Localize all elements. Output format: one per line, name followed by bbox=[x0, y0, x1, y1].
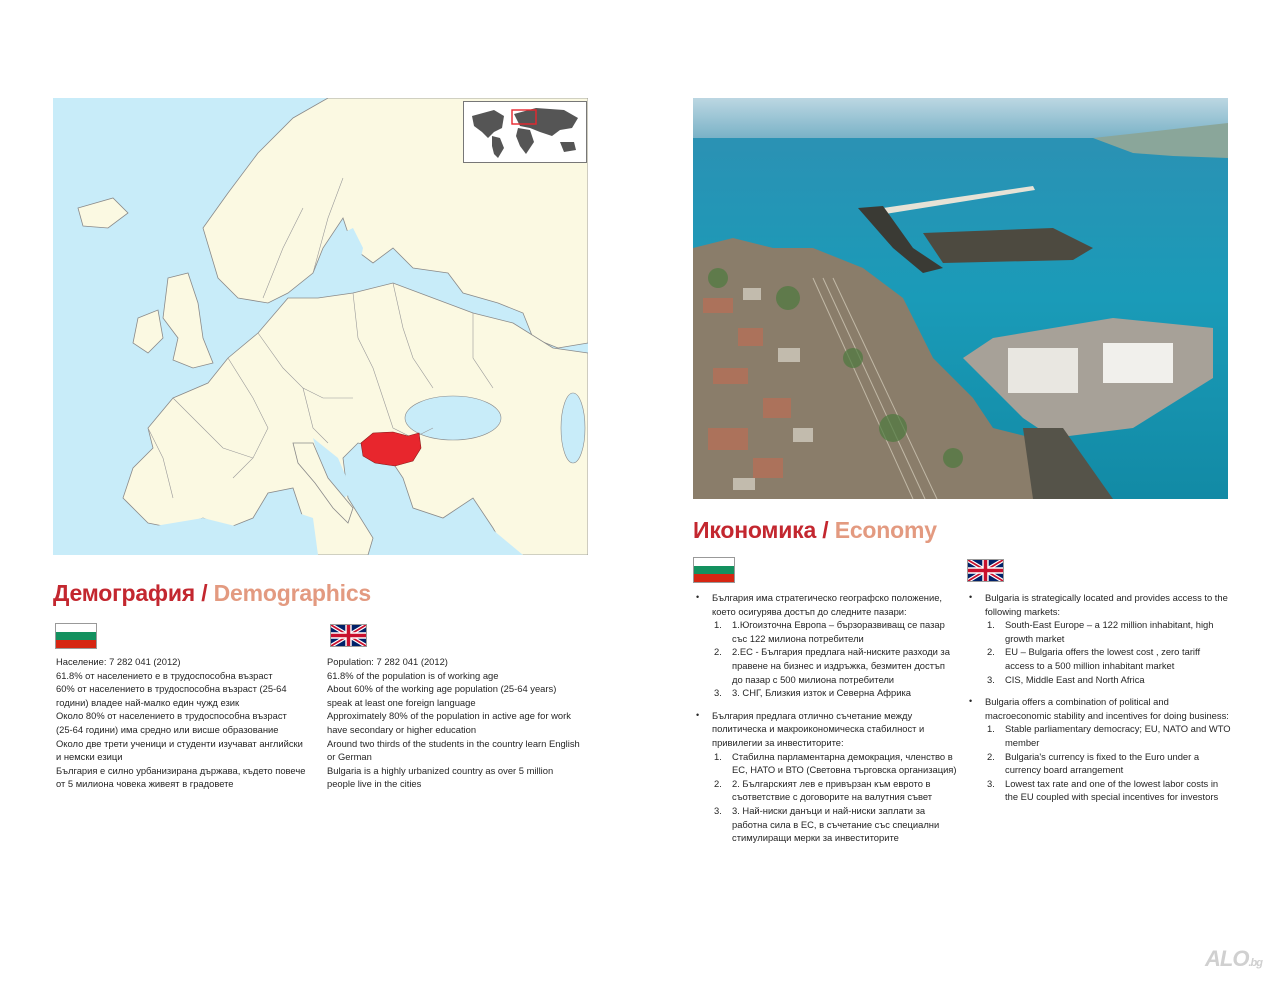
sub-item-number: 1. bbox=[987, 723, 995, 735]
demographics-en-line: Around two thirds of the students in the country learn English or German bbox=[327, 737, 580, 763]
bullet-text: • България има стратегическо географско положение, което осигурява достъп до следните пазари: bbox=[712, 592, 943, 617]
demographics-bg-line: България е силно урбанизирана държава, където повече от 5 милиона човека живеят в градовете bbox=[56, 764, 306, 790]
demographics-bg-text bbox=[56, 655, 306, 791]
economy-en-bullet bbox=[969, 591, 1231, 686]
sub-item bbox=[985, 750, 1231, 777]
demographics-bg-line: Около две трети ученици и студенти изучават английски и немски езици bbox=[56, 737, 303, 763]
europe-map bbox=[53, 98, 588, 555]
demographics-title bbox=[53, 580, 371, 607]
demographics-bg-line: 60% от населението в трудоспособна възраст (25-64 години) владее най-малко един чужд език bbox=[56, 683, 287, 708]
economy-bg-bullet bbox=[696, 709, 958, 845]
demographics-en-line: About 60% of the working age population (25-64 years) speak at least one foreign language bbox=[327, 683, 557, 708]
sub-item-number: 2. bbox=[714, 646, 722, 658]
sub-item bbox=[712, 645, 958, 686]
bulgarian-flag-icon bbox=[693, 557, 735, 583]
sub-item-text: Lowest tax rate and one of the lowest labor costs in the EU coupled with special incentives for investors bbox=[1005, 777, 1219, 803]
economy-title-bg: Икономика bbox=[693, 517, 817, 543]
demographics-en-line: Population: 7 282 041 (2012) bbox=[327, 656, 448, 667]
sub-item-number: 3. bbox=[987, 673, 995, 685]
sub-item-text: 3. Най-ниски данъци и най-ниски заплати за работна сила в ЕС, в съчетание със специални стимулиращи мерки за инвеститорите bbox=[732, 804, 940, 844]
sub-item bbox=[712, 686, 958, 700]
demographics-title-en: Demographics bbox=[213, 580, 372, 606]
alo-watermark-logo bbox=[1205, 946, 1262, 972]
sub-item-number: 2. bbox=[987, 750, 995, 762]
demographics-bg-line: 61.8% от населението е в трудоспособна възраст bbox=[56, 669, 273, 681]
sub-item-number: 1. bbox=[714, 750, 722, 762]
bulgarian-flag-icon bbox=[55, 623, 97, 649]
sub-item bbox=[712, 750, 958, 777]
sub-item-text: CIS, Middle East and North Africa bbox=[1005, 673, 1145, 685]
sub-item bbox=[712, 777, 958, 804]
sub-item-text: 3. СНГ, Близкия изток и Северна Африка bbox=[732, 687, 911, 699]
sub-item-text: Stable parliamentary democracy; EU, NATO and WTO member bbox=[1005, 723, 1231, 748]
watermark-suffix: .bg bbox=[1248, 957, 1262, 969]
sub-item-text: 2.ЕС - България предлага най-ниските разходи за правене на бизнес и издръжка, безмитен достъп до пазар с 500 милиона потребители bbox=[732, 646, 950, 685]
demographics-en-line: Bulgaria is a highly urbanized country as over 5 million people live in the cities bbox=[327, 764, 554, 790]
sub-item-text: South-East Europe – a 122 million inhabitant, high growth market bbox=[1005, 619, 1214, 644]
sub-item-number: 1. bbox=[987, 619, 995, 631]
uk-flag-icon bbox=[330, 624, 367, 647]
sub-item-number: 3. bbox=[714, 687, 722, 699]
economy-en-text bbox=[969, 591, 1231, 813]
demographics-bg-line: Около 80% от населението в трудоспособна възраст (25-64 години) има средно или висше образование bbox=[56, 710, 287, 735]
economy-title bbox=[693, 517, 937, 544]
economy-en-bullet bbox=[969, 695, 1231, 804]
economy-title-en: Economy bbox=[834, 517, 937, 543]
watermark-text: ALO bbox=[1205, 946, 1249, 971]
sub-item bbox=[985, 722, 1231, 749]
demographics-en-text bbox=[327, 655, 582, 791]
bullet-text: • Bulgaria offers a combination of political and macroeconomic stability and incentives for doing business: bbox=[985, 696, 1229, 721]
bullet-text: • Bulgaria is strategically located and provides access to the following markets: bbox=[985, 592, 1228, 617]
demographics-title-bg: Демография bbox=[53, 580, 196, 606]
sub-item-text: 2. Българският лев е привързан към еврото в съответствие с договорите на валутния съвет bbox=[732, 777, 933, 803]
demographics-bg-line: Население: 7 282 041 (2012) bbox=[56, 656, 181, 667]
sub-item-number: 3. bbox=[987, 777, 995, 789]
sub-item-number: 1. bbox=[714, 619, 722, 631]
port-aerial-photo bbox=[693, 98, 1228, 499]
sub-item-number: 2. bbox=[714, 777, 722, 789]
sub-item bbox=[985, 645, 1231, 672]
title-separator: / bbox=[822, 517, 829, 543]
demographics-en-line: Approximately 80% of the population in active age for work have secondary or higher education bbox=[327, 710, 571, 735]
sub-item-text: Bulgaria's currency is fixed to the Euro under a currency board arrangement bbox=[1005, 750, 1200, 776]
sub-item-text: Стабилна парламентарна демокрация, членство в ЕС, НАТО и ВТО (Световна търговска организация) bbox=[732, 750, 957, 776]
sub-item bbox=[712, 618, 958, 645]
sub-item bbox=[985, 618, 1231, 645]
sub-item-text: 1.Югоизточна Европа – бързоразвиващ се пазар със 122 милиона потребители bbox=[732, 619, 945, 644]
title-separator: / bbox=[201, 580, 208, 606]
sub-item-number: 3. bbox=[714, 804, 722, 816]
world-locator-inset bbox=[463, 101, 587, 163]
sub-item bbox=[985, 777, 1231, 804]
economy-bg-bullet bbox=[696, 591, 958, 700]
economy-bg-text bbox=[696, 591, 958, 854]
demographics-en-line: 61.8% of the population is of working age bbox=[327, 669, 499, 681]
bullet-text: • България предлага отлично съчетание между политическа и макроикономическа стабилност и привилегии за инвеститорите: bbox=[712, 709, 925, 748]
sub-item bbox=[985, 673, 1231, 687]
sub-item-number: 2. bbox=[987, 646, 995, 658]
uk-flag-icon bbox=[967, 559, 1004, 582]
sub-item bbox=[712, 804, 958, 845]
sub-item-text: EU – Bulgaria offers the lowest cost , zero tariff access to a 500 million inhabitant market bbox=[1005, 646, 1201, 671]
